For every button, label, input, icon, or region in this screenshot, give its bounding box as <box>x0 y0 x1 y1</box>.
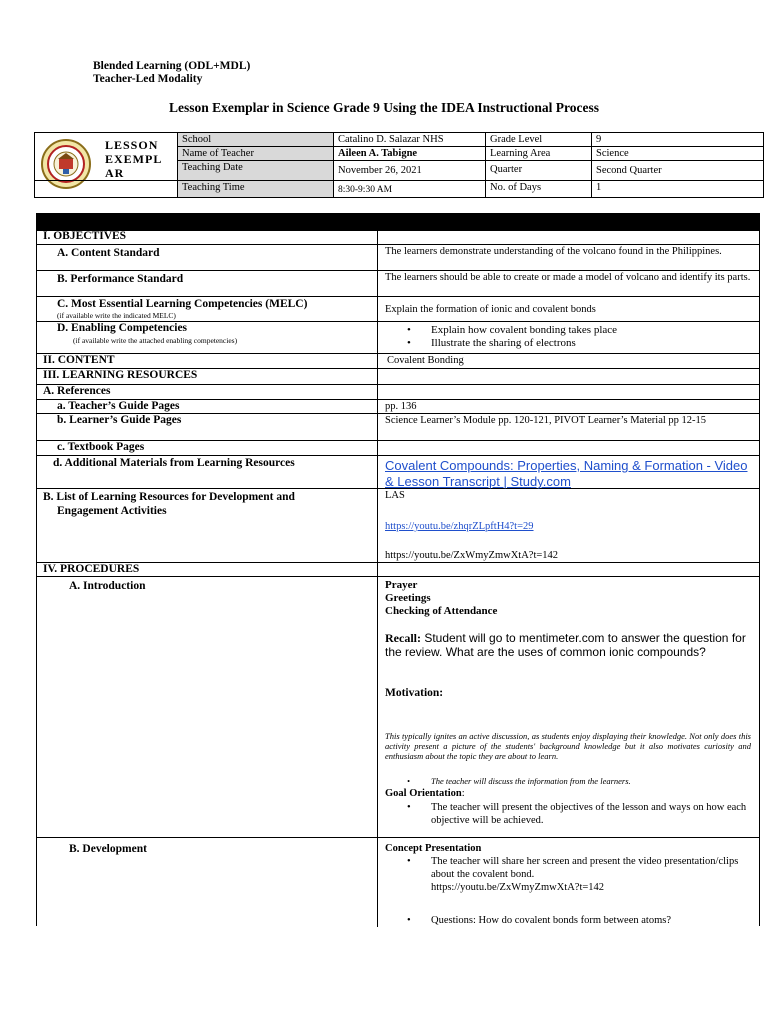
enabling-competencies-note: (if available write the attached enabling competencies) <box>73 336 238 345</box>
melc-value: Explain the formation of ionic and covalent bonds <box>385 304 596 315</box>
modality-line-2: Teacher-Led Modality <box>93 73 203 85</box>
youtube-link-2[interactable]: https://youtu.be/ZxWmyZmwXtA?t=142 <box>385 550 559 561</box>
teachers-guide-value: pp. 136 <box>385 401 417 412</box>
performance-standard-value: The learners should be able to create or made a model of volcano and identify its parts. <box>385 272 751 283</box>
concept-presentation-label: Concept Presentation <box>385 843 482 854</box>
teachers-guide-label: a. Teacher’s Guide Pages <box>57 400 180 412</box>
goal-orientation-heading <box>385 788 751 799</box>
additional-materials-label: d. Additional Materials from Learning Resources <box>53 457 295 469</box>
teaching-date-value: November 26, 2021 <box>333 160 486 181</box>
introduction-routines <box>385 579 751 618</box>
resources-las: LAS <box>385 490 405 501</box>
page-title: Lesson Exemplar in Science Grade 9 Using the IDEA Instructional Process <box>168 100 599 115</box>
learners-guide-value: Science Learner’s Module pp. 120-121, PIVOT Learner’s Material pp 12-15 <box>385 415 707 426</box>
enabling-competencies-label: D. Enabling Competencies <box>57 322 188 334</box>
goal-orientation-bullets <box>385 801 751 827</box>
school-value: Catalino D. Salazar NHS <box>333 132 486 147</box>
motivation-text: This typically ignites an active discussion, as students enjoy displaying their knowledge. Not only does this activity present a picture of the students' background knowledge but it also motivates curiosity and enthusiasm about the topic they are about to learn. <box>385 731 751 761</box>
motivation-bullets <box>385 776 751 786</box>
lesson-plan-table <box>36 213 760 926</box>
school-seal-icon <box>41 139 91 189</box>
resources-list-label-line-2: Engagement Activities <box>57 505 167 517</box>
melc-note: (if available write the indicated MELC) <box>57 311 176 320</box>
content-heading: II. CONTENT <box>43 354 115 366</box>
lesson-header-table <box>34 132 764 198</box>
list-item: • The teacher will discuss the information from the learners. <box>385 776 751 786</box>
motivation-label: Motivation: <box>385 687 444 699</box>
list-item: • Questions: How do covalent bonds form between atoms? <box>385 914 751 927</box>
teacher-name-value: Aileen A. Tabigne <box>333 146 486 161</box>
concept-video-link[interactable]: https://youtu.be/ZxWmyZmwXtA?t=142 <box>431 882 605 893</box>
quarter-value: Second Quarter <box>591 160 764 181</box>
teaching-date-label: Teaching Date <box>177 160 334 181</box>
days-label: No. of Days <box>485 180 592 198</box>
modality-line-1: Blended Learning (ODL+MDL) <box>93 60 251 72</box>
learning-area-label: Learning Area <box>485 146 592 161</box>
attendance-text: Checking of Attendance <box>385 605 498 617</box>
concept-presentation-bullets <box>385 855 751 894</box>
content-standard-label: A. Content Standard <box>57 247 160 259</box>
prayer-text: Prayer <box>385 579 418 591</box>
question-bullets <box>385 914 751 927</box>
lesson-exemplar-label: LESSON EXEMPL AR <box>105 138 162 180</box>
study-com-link[interactable]: Covalent Compounds: Properties, Naming & Formation - Video & Lesson Transcript | Study.com <box>385 458 748 489</box>
learning-resources-heading: III. LEARNING RESOURCES <box>43 369 198 381</box>
list-item: • Explain how covalent bonding takes place <box>385 324 751 337</box>
introduction-label: A. Introduction <box>69 580 146 592</box>
recall-label: Recall: <box>385 631 421 645</box>
resources-list-label-line-1: B. List of Learning Resources for Development and <box>43 491 295 503</box>
teaching-time-label: Teaching Time <box>177 180 334 198</box>
development-label: B. Development <box>69 843 147 855</box>
days-value: 1 <box>591 180 764 198</box>
enabling-competencies-list <box>385 324 751 350</box>
teacher-name-label: Name of Teacher <box>177 146 334 161</box>
youtube-link-1[interactable]: https://youtu.be/zhqrZLpftH4?t=29 <box>385 521 534 532</box>
references-heading: A. References <box>43 385 111 397</box>
teaching-time-value: 8:30-9:30 AM <box>333 180 486 198</box>
greetings-text: Greetings <box>385 592 431 604</box>
melc-label: C. Most Essential Learning Competencies (MELC) <box>57 298 308 310</box>
goal-orientation-label: Goal Orientation <box>385 788 462 799</box>
learners-guide-label: b. Learner’s Guide Pages <box>57 414 182 426</box>
textbook-pages-label: c. Textbook Pages <box>57 441 145 453</box>
quarter-label: Quarter <box>485 160 592 181</box>
grade-level-label: Grade Level <box>485 132 592 147</box>
content-standard-value: The learners demonstrate understanding of the volcano found in the Philippines. <box>385 246 722 257</box>
concept-bullet-text: The teacher will share her screen and present the video presentation/clips about the covalent bond. <box>431 856 739 880</box>
performance-standard-label: B. Performance Standard <box>57 273 184 285</box>
modality-note <box>93 60 250 86</box>
content-value: Covalent Bonding <box>387 355 464 366</box>
list-item: • Illustrate the sharing of electrons <box>385 337 751 350</box>
procedures-heading: IV. PROCEDURES <box>43 563 140 575</box>
school-label: School <box>177 132 334 147</box>
table-header-bar <box>37 214 759 230</box>
recall-text: Student will go to mentimeter.com to answer the question for the review. What are the uses of common ionic compounds? <box>385 631 746 659</box>
learning-area-value: Science <box>591 146 764 161</box>
recall-block <box>385 631 751 659</box>
list-item: • The teacher will present the objectives of the lesson and ways on how each objective will be achieved. <box>385 801 751 827</box>
grade-level-value: 9 <box>591 132 764 147</box>
objectives-heading: I. OBJECTIVES <box>43 230 127 242</box>
goal-orientation-colon: : <box>461 788 465 799</box>
list-item <box>385 855 751 894</box>
